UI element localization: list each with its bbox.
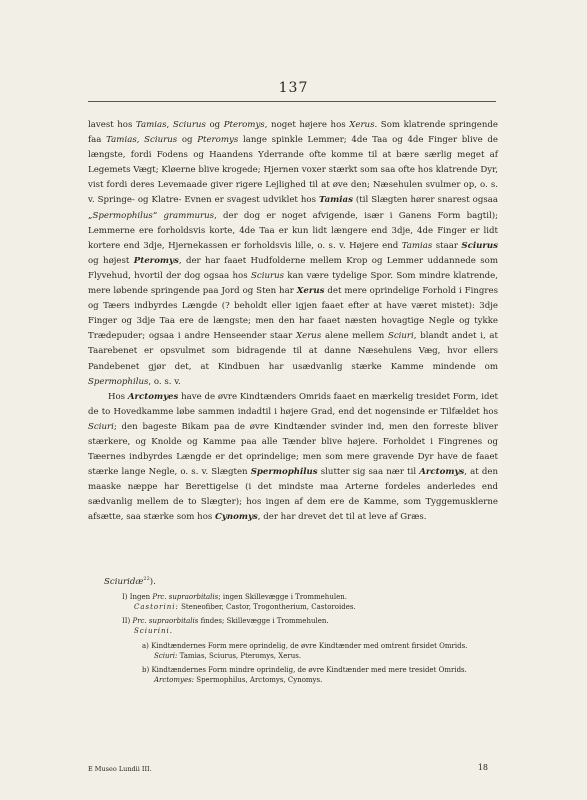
italic-term: Sciurus (172, 120, 206, 130)
text-run: alene mellem (321, 331, 388, 342)
italic-term: Xerus (296, 286, 325, 297)
italic-term: Pteromys (223, 120, 265, 130)
group-2-numeral: II) (122, 617, 131, 626)
text-run: og (177, 135, 198, 146)
italic-term: Sciuri (387, 331, 414, 342)
text-run: , der har faaet Hudfolderne mellem Krop og Lemmer uddannede som Flyvehud, hvortil der dog ogsaa hos (88, 255, 498, 281)
subgroup-a-members (154, 651, 498, 661)
page-number: 137 (278, 80, 309, 96)
text-run: , blandt andet i, at Taarebenet er opsvulmet som bidragende til at danne Næsehulens Væg, hvor ellers Pandebenet gjør det, at Kindbuen har usædvanlig stærke Kamme mindende om (88, 331, 498, 372)
footer-publication: E Museo Lundii III. (88, 765, 152, 773)
italic-term: Xerus. (349, 120, 378, 130)
italic-term: Xerus (296, 331, 322, 342)
text-run: have de øvre Kindtænders Omrids faaet en mærkelig tresidet Form, idet de to Hovedkamme løbe sammen indadtil i højere Grad, end det nogensinde er Tilfældet hos (88, 391, 498, 417)
group-1-title-rest: ; ingen Skillevægge i Trommehulen. (218, 592, 347, 601)
text-run: (til Slægten hører snarest ogsaa „ (88, 195, 499, 221)
subgroup-a-description: Kindtændernes Form mere oprindelig, de øvre Kindtænder med omtrent firsidet Omrids. (151, 641, 468, 650)
family-name: Sciuridæ (104, 576, 144, 587)
italic-term: Spermophilus (88, 376, 149, 387)
subgroup-a-letter: a) (142, 641, 149, 650)
subgroup-a-genera: Tamias, Sciurus, Pteromys, Xerus. (177, 651, 302, 660)
italic-term: Spermophilus (92, 210, 153, 221)
italic-term: Arctomyes (127, 391, 179, 402)
text-run: , (166, 120, 173, 130)
italic-term: Sciurus (144, 135, 178, 146)
group-2-members (134, 626, 498, 636)
italic-term: Cynomys (215, 512, 258, 523)
group-1-genera: Steneofiber, Castor, Trogontherium, Castoroides. (178, 603, 356, 612)
italic-term: Tamias (319, 195, 353, 206)
classification-heading (104, 573, 498, 588)
text-run: , o. s. v. (148, 376, 181, 387)
text-run: Hos (108, 391, 128, 402)
text-run: “ (152, 210, 164, 221)
paragraph-1 (88, 118, 498, 390)
group-2 (122, 616, 498, 636)
italic-term: Sciurus (251, 270, 285, 281)
classification-table (88, 573, 498, 685)
text-run: lavest hos (88, 120, 136, 130)
text-run: lange spinkle Lemmer; 4de Taa og 4de Finger blive de længste, fordi Fodens og Haandens Yderrande ofte komme til at bære særlig meget af Legemets Vægt; Kløerne blive krogede; Hjernen voxer stærkt som saa ofte hos klatrende Dyr, vist fordi deres Levemaade giver rigere Lejlighed til at øve den; Næsehulen svulmer op, o. s. v. Springe- og Klatre- Evnen er svagest udviklet hos (88, 135, 498, 206)
subgroup-b-genera: Spermophilus, Arctomys, Cynomys. (194, 676, 323, 685)
subgroup-b-description: Kindtændernes Form mindre oprindelig, de øvre Kindtænder med mere tresidet Omrids. (151, 666, 467, 675)
italic-term: Spermophilus (250, 467, 318, 478)
group-1-tribe: Castorini: (134, 603, 179, 612)
italic-term: Sciurus (461, 240, 498, 251)
text-run: , at den maaske næppe har Berettigelse (i det mindste maa Arterne fordeles anderledes end sædvanlig mellem de to Slægter); hos ingen af dem ere de Kamme, som Tyggemusklerne afsætte, saa stærke som hos (88, 467, 498, 523)
group-2-title-italic: Prc. supraorbitalis (132, 617, 199, 626)
paragraph-2 (88, 390, 498, 526)
group-2-title (122, 616, 498, 626)
italic-term: Tamias (135, 120, 167, 130)
text-run: og højest (88, 255, 134, 266)
subgroup-a-text (142, 641, 498, 651)
subgroup-b-members (154, 675, 498, 685)
group-1-title-lead: Ingen (129, 592, 151, 601)
group-2-title-rest: findes; Skillevægge i Trommehulen. (198, 617, 329, 626)
subgroup-a-name: Sciuri: (154, 651, 178, 660)
text-run: Som klatrende springende faa (88, 120, 499, 146)
subgroup-b-name: Arctomyes: (154, 676, 195, 685)
text-run: det mere oprindelige Forhold i Fingres og Tæers indbyrdes Længde (? beholdt eller igjen faaet efter at have været mistet): 3dje Finger og 3dje Taa ere de længste; men den har faaet næsten hovagtige Negle og tykke Trædepuder; ogsaa i andre Henseender staar (88, 286, 498, 342)
italic-term: grammurus (163, 210, 215, 221)
italic-term: Arctomys (419, 467, 465, 478)
footnote-reference: 22 (143, 576, 150, 582)
text-run: slutter sig saa nær til (317, 467, 420, 478)
text-run: og (205, 120, 224, 130)
subgroup-b (142, 665, 498, 685)
subgroup-a (142, 641, 498, 661)
text-run: , der dog er noget afvigende, især i Ganens Form bagtil); Lemmerne ere forholdsvis korte, 4de Taa er kun lidt længere end 3dje, 4de Finger er lidt kortere end 3dje, Hjernekassen er forholdsvis lille, o. s. v. Højere end (88, 210, 498, 251)
text-run: , (136, 135, 145, 146)
text-run: kan være tydelige Spor. Som mindre klatrende, mere løbende springende paa Jord og Sten har (88, 270, 498, 297)
subgroup-b-letter: b) (142, 666, 150, 675)
subgroup-b-text (142, 665, 498, 675)
group-1-title (122, 592, 498, 602)
group-1 (122, 592, 498, 612)
italic-term: Tamias (106, 135, 137, 146)
group-1-numeral: I) (122, 592, 128, 601)
signature-mark: 18 (477, 763, 488, 772)
group-2-tribe: Sciurini. (134, 627, 174, 636)
text-run: , noget højere hos (264, 120, 350, 130)
group-1-members (134, 602, 498, 612)
page-footer (88, 765, 488, 773)
body-text (88, 118, 498, 526)
italic-term: Tamias (401, 240, 433, 251)
footnote-suffix: ). (149, 576, 156, 587)
text-run: , der har drevet det til at leve af Græs. (257, 512, 427, 523)
italic-term: Pteromys (133, 255, 179, 266)
text-run: ; den bageste Bikam paa de øvre Kindtænder svinder ind, men den forreste bliver stærkere, og Knolde og Kamme paa alle Tænder blive højere. Forholdet i Fingrenes og Tæernes indbyrdes Længde er det oprindelige; men som mere gravende Dyr have de faaet stærke lange Negle, o. s. v. Slægten (88, 421, 498, 478)
header-rule (88, 101, 496, 102)
group-1-title-italic: Prc. supraorbitalis (152, 592, 219, 601)
italic-term: Sciuri (88, 421, 114, 432)
text-run: staar (432, 240, 462, 251)
italic-term: Pteromys (197, 135, 239, 146)
